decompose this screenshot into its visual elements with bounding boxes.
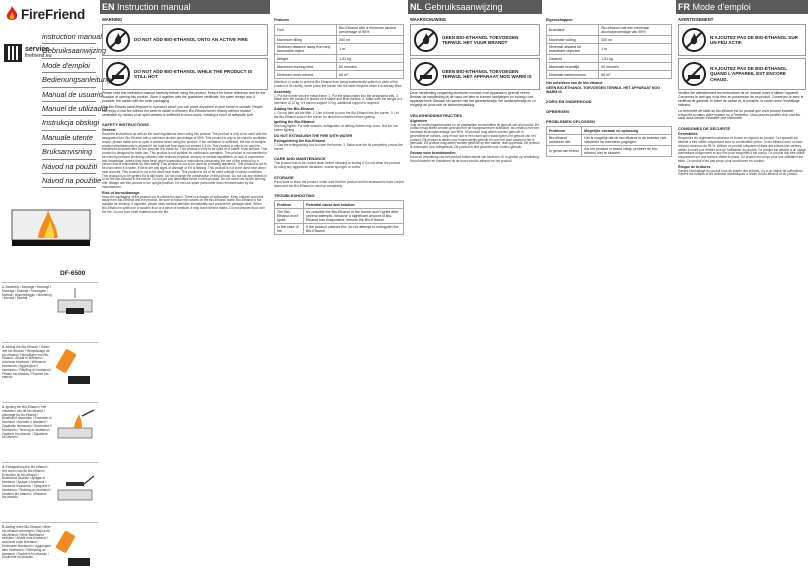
table-cell: Brandstof xyxy=(547,25,599,36)
table-header: Potential cause and solution xyxy=(303,201,403,209)
no-water-title: DO NOT EXTINGUISH THE FIRE WITH WATER xyxy=(274,133,353,138)
safety-title: VEILIGHEIDSINSTRUCTIES xyxy=(410,112,463,118)
general-subtitle: Algemeen xyxy=(410,118,428,123)
risk-text: Gardez l'emballage du produit hors de portée des enfants. Il y a un risque de suffocation. Gardez les enfants et les animaux domestiques à l'écart du bio-éthanol et du produit. xyxy=(678,168,804,177)
table-cell: 1,51 kg xyxy=(337,55,404,63)
step-item xyxy=(2,342,98,402)
language-item: Gebruiksaanwijzing xyxy=(42,44,96,58)
flame-icon xyxy=(6,6,18,22)
step-number: 1. xyxy=(2,285,5,289)
model-number: DF-6500 xyxy=(60,270,86,277)
table-cell: Bio-ethanol met een minimaal alcoholpercentage van 95% xyxy=(599,25,672,36)
step-title: Igniting the Bio-Ethanol / Het ontsteken van de bio-ethanol / Allumage du bio-éthanol / Bioethanol anzünden / Encender el bioetanol / Acender o bioetanol / Zapalanie bioetanolu / Accendere il bioetanolo / Tenning av bioetanol / Zapálení bio-etanolu / Zapálenie bio-etanolu xyxy=(2,405,52,440)
table-cell: Als het product in brand vliegt, probeer de bio-ethanol niet te blussen. xyxy=(582,146,672,157)
no-fire-icon xyxy=(681,27,707,53)
language-item: Manuel de utilizador xyxy=(42,102,96,116)
table-cell: 66 m³ xyxy=(599,71,672,79)
safety-text: Read the instructions as well as the local regulations when using this product. The product is only to be used with the designated fuel, Bio-Ethanol with a minimum alcohol percentage of 95%. This product is only to be used in ventilated rooms, please make sure to open a window when using the product. If the ventilation is sufficient, the use of multiple product simultaneously is allowed if the total fuel flow does not exceed 0,5 l/h. This product is only to be used for household purposes and for the purpose it is made for. This product is only to be used on a stable, level surface. This product is designed for table use. This product is not suitable for continuous operation. This product is not intended to be used by persons (including children) with reduced physical, sensory or mental capabilities, or lack of experience and knowledge, unless they have been given supervision or instructions concerning the use of the product by a person that is responsible for their safety. This product is not to be used as a heating appliance. This product is not to be used when it is fallen, if there are any signs of damage or if it is leaking. This product is not to be used near direct heat sources. This product is not to be used near water. This product is not to be used outside in windy conditions. This product is to be ignited if it is still warm. Do not change the construction of this product. Do not put any objects in or on the Bio-Ethanol in the burner. Do not put any flammable items on this product. Do not move nor tip the burning unit. Always use this product in the upright position. Do not use spare parts other than recommended by the manufacturer. xyxy=(102,132,268,189)
features-title: Eigenschappen xyxy=(546,18,573,22)
table-row xyxy=(275,55,404,63)
table-cell: Minimale kamervolume xyxy=(547,71,599,79)
step-number: 3. xyxy=(2,405,5,409)
table-cell: 60 minutes xyxy=(337,63,404,71)
warning-heading: WAARSCHUWING xyxy=(410,17,447,22)
table-header-row xyxy=(275,201,404,209)
intro-text-2: The Bio-Ethanol table fireplace is a product which you can place anywhere in your home or outside. People can enjoy a real fire without the need to install a chimney. Bio-Ethanol burns cleanly without residue, ventilation by means of an open window is sufficient in most cases, creating a room of adequate size. xyxy=(102,104,263,117)
hot-surface-icon xyxy=(413,61,439,87)
nl-column-1 xyxy=(408,0,542,585)
troubleshooting-table xyxy=(546,126,672,157)
ignite-title: Igniting the Bio-Ethanol xyxy=(274,120,315,125)
table-row xyxy=(547,63,672,71)
table-cell: Minimale afstand tot brandbare objecten xyxy=(547,44,599,55)
troubleshooting-table xyxy=(274,200,404,235)
warning-box xyxy=(678,58,806,90)
table-cell: Minimum room volume xyxy=(275,71,337,79)
service-label: service xyxy=(25,46,50,53)
table-row xyxy=(275,25,404,36)
language-item: Bedienungsanleitung xyxy=(42,73,96,87)
safety-title: CONSIGNES DE SÉCURITÉ xyxy=(678,126,731,132)
step-title: Assembly / Montage / Montage / Montage / Montaje / Montagem / Montaż / Assemblaggio / Montering / Montáž / Montáž xyxy=(2,285,52,301)
extinguish-text: 1. Use the extinguishing tool to cover the burner. 2. Make sure the lid completely covers the burner. xyxy=(274,142,403,151)
step-number: 5. xyxy=(2,525,5,529)
table-cell: Weight xyxy=(275,55,337,63)
warning-text: DO NOT ADD BIO-ETHANOL WHILE THE PRODUCT IS STILL HOT xyxy=(134,68,253,79)
table-cell: Bio-ethanol ontsteekt niet xyxy=(547,135,582,146)
hot-surface-icon xyxy=(681,61,707,87)
warning-text: N'AJOUTEZ PAS DE BIO-ÉTHANOL SUR UN FEU ACTIF. xyxy=(710,34,798,45)
table-cell: If the product catches fire, do not attempt to extinguish the Bio-Ethanol. xyxy=(303,224,403,235)
warning-text: GEEN BIO-ETHANOL TOEVOEGEN TERWIJL HET VUUR BRANDT xyxy=(442,34,519,45)
brand-name: FireFriend xyxy=(21,6,86,22)
step-item xyxy=(2,282,98,342)
warning-text: N'AJOUTEZ PAS DE BIO-ÉTHANOL QUAND L'APPAREIL EST ENCORE CHAUD. xyxy=(710,65,787,82)
language-item: Návod na použitie xyxy=(42,174,96,188)
warning-heading: AVERTISSEMENT xyxy=(678,17,714,22)
warning-text: GEEN BIO-ETHANOL TOEVOEGEN TERWIJL HET APPARAAT NOG WARM IS xyxy=(442,68,532,79)
table-cell: Maximum filling xyxy=(275,36,337,44)
assembly-text: 1. Put the burner into the metal frame. 2. Put the glass plates into the designated slits. 3. Make sure the product is placed on a stable and level surface. 4. Make sure the weight is a minimum of 10 kg. If it cannot support 10 kg, additional support is required. xyxy=(274,93,403,105)
risk-subtitle: Risque de brûlures xyxy=(678,164,711,169)
manual-title: Gebruiksaanwijzing xyxy=(424,2,503,12)
assembly-title: Assembly xyxy=(274,89,291,94)
table-row xyxy=(275,63,404,71)
step-item xyxy=(2,402,98,462)
section-header-nl xyxy=(408,0,542,14)
warning-box xyxy=(678,24,806,56)
table-cell: 66 m³ xyxy=(337,71,404,79)
risk-text: Houd de verpakking van het product buiten bereik van kinderen. Er is gevaar op verstikking. Houd kinderen en huisdieren uit de buurt van bio-ethanol en het product. xyxy=(410,154,540,163)
table-header: Problem xyxy=(275,201,304,209)
warning-box xyxy=(410,24,540,56)
troubleshooting-title: PROBLEMEN OPLOSSEN xyxy=(546,119,595,124)
step-title: Adding the Bio-Ethanol / Vullen met bio-ethanol / Remplissage de bio-éthanol / Hinzufügen von Bio-Ethanol / Añadir el bioetanol / Adicionar bioetanol / Wlewanie bioetanolu / Aggiungere il bioetanolo / Påfylling av bioetanol / Přidání bio-etanolu / Pridanie bio-etanolu xyxy=(2,345,52,380)
table-cell: Fuel xyxy=(275,25,337,36)
table-cell: In geval van brand xyxy=(547,146,582,157)
warning-box xyxy=(410,58,540,90)
manual-title: Mode d'emploi xyxy=(692,2,751,12)
table-cell: Maximale brandtijd xyxy=(547,63,599,71)
extinguish-illustration xyxy=(54,466,96,512)
table-cell: Bio-Ethanol with a minimum alcohol percentage of 95% xyxy=(337,25,404,36)
care-title: CARE AND MAINTENANCE xyxy=(274,156,326,162)
troubleshooting-title: TROUBLESHOOTING xyxy=(274,193,315,199)
warning-heading: WARNING xyxy=(102,17,123,22)
en-column-2 xyxy=(272,0,406,585)
table-row xyxy=(275,71,404,79)
language-item: Mode d'emploi xyxy=(42,59,96,73)
features-table xyxy=(546,24,672,79)
general-subtitle: Généralités xyxy=(678,132,698,137)
table-cell: In the case of fire xyxy=(275,224,304,235)
table-cell: 60 minuten xyxy=(599,63,672,71)
table-cell: Minimum distance away from any flammable object xyxy=(275,44,337,55)
table-header-row xyxy=(547,127,672,135)
table-row xyxy=(547,146,672,157)
table-row xyxy=(547,135,672,146)
table-cell: 1,51 kg xyxy=(599,55,672,63)
table-row xyxy=(547,71,672,79)
no-add-title: GEEN BIO-ETHANOL TOEVOEGEN TERWIJL HET APPARAAT NOG WARM IS xyxy=(546,86,661,94)
storage-title: OPBERGEN xyxy=(546,109,569,114)
table-cell: Maximale vulling xyxy=(547,36,599,44)
lang-code: EN xyxy=(102,2,115,12)
language-item: Instrukcja obsługi xyxy=(42,116,96,130)
risk-text: Keep the packaging of the product out of children's reach. There is a danger of suffocation. Keep children and pets away from Bio-Ethanol and the product. Be sure to follow the notices on the Bio-Ethanol bottle. Bio-Ethanol is not suitable for drinking. If ingested, please seek medical attention immediately and present the package label. When Bio-Ethanol is spilled on a wooden floor or a piece of furniture, it may leave behind marks. Do not prepare food over the fire. Do not burn other material over the fire. xyxy=(102,194,265,214)
care-text: This product has to be cooled down before cleaning or storing it. Do not clean the product by using any aggressive abrasives, coarse sponges or cloths. xyxy=(274,161,401,169)
adding-text: 1. Do not take out the filler. 2. Use a funnel to pour the Bio-Ethanol into the burner. 3. Let the Bio-Ethanol soak in the burner for about two minutes before igniting. xyxy=(274,110,399,119)
section-header-fr xyxy=(676,0,808,14)
safety-text: Volg de bedieningsinstructies en de plaatselijke voorschriften bij gebruik van dit product. Dit product mag alleen worden gebruikt met de voorgeschreven brandstof: bio-ethanol met een minimaal alcoholpercentage van 95%. Dit product mag alleen worden gebruikt in geventileerde ruimtes, zorg ervoor dat er een raam open staat tijdens het gebruik van het product. Dit product is alleen voor huishoudelijk gebruik en voor het doel waarvoor het is gemaakt. Dit product mag alleen worden gebruikt op een stabiel, vlak oppervlak. Dit product is ontworpen voor tafelgebruik. Dit product is niet geschikt voor continu gebruik. xyxy=(410,122,540,150)
qr-code-icon xyxy=(4,44,22,62)
nl-column-2 xyxy=(544,0,674,585)
language-item: Manuale utente xyxy=(42,131,96,145)
table-cell: 1 m xyxy=(599,44,672,55)
table-row xyxy=(275,209,404,224)
lang-code: FR xyxy=(678,2,690,12)
step-title: Extinguishing the bio-ethanol / Het doven van de bio-ethanol / Extinction du bio-éthanol / Bioethanol löschen / Apagar el bioetanol / Apagar o bioetanol / Gaszenie bioetanolu / Spegnere il bioetanolo / Slukking av bioetanol / Uhašení bio-etanolu / Uhasenie bio-etanolu xyxy=(2,465,52,500)
ignite-title: Het ontsteken van de bio-ethanol xyxy=(546,81,603,85)
table-row xyxy=(547,44,672,55)
storage-title: STORAGE xyxy=(274,174,294,180)
intro-text: Deze handleiding zorgvuldig doorlezen voordat u het apparaat in gebruik neemt. Bewaar de handleiding bij de hand om later te kunnen raadplegen en zolang u het apparaat bezit. Bewaar het samen met het garantiebewijs, het aankoopbewijs en zo mogelijk de doos met de binnenverpakking. xyxy=(410,91,536,107)
risk-subtitle: Gevaar voor brandwonden xyxy=(410,150,456,155)
intro-text: Veuillez lire attentivement les instructions de ce manuel avant d'utiliser l'appareil. Conservez-le tant que vous êtes en possession de ce produit. Conservez-le avec le certificat de garantie, le ticket de caisse et, si possible, le carton avec l'emballage intérieur. xyxy=(678,91,804,107)
assembly-illustration xyxy=(54,286,96,332)
adding-title: Adding the Bio-Ethanol xyxy=(274,106,314,111)
step-item xyxy=(2,462,98,522)
step-number: 4. xyxy=(2,465,5,469)
section-header-en xyxy=(100,0,270,14)
table-cell: Gewicht xyxy=(547,55,599,63)
language-item: instruction manual xyxy=(42,30,96,44)
language-item: Bruksanvisning xyxy=(42,145,96,159)
extinguish-title: Extinguishing the Bio-Ethanol xyxy=(274,138,326,143)
warning-box xyxy=(102,24,268,56)
lighter-illustration xyxy=(54,406,96,452)
table-row xyxy=(547,36,672,44)
table-cell: 300 ml xyxy=(599,36,672,44)
step-number: 2. xyxy=(2,345,5,349)
table-row xyxy=(275,44,404,55)
ignite-text: Use long lighter. For safe reasons, deflagration or darting flames may occur. Not too hot before lighting. xyxy=(274,124,398,132)
table-header: Probleem xyxy=(547,127,582,135)
en-column-1 xyxy=(100,0,270,585)
table-cell: Het is mogelijk dat de bio-ethanol in de brander niet ontsteekt na meerdere pogingen. xyxy=(582,135,672,146)
no-fire-icon xyxy=(105,27,131,53)
lang-code: NL xyxy=(410,2,422,12)
step-title: Adding more Bio-Ethanol / Meer bio-ethanol toevoegen / Rajout de bio-éthanol / Mehr Bioethanol einfüllen / Añadir más bioetanol / Adicionar mais bioetanol / Dolewanie bioetanolu / Aggiungere altro bioetanolo / Etterfylling av bioetanol / Doplnění bio-etanolu / Doplnenie bio-etanolu xyxy=(2,525,52,560)
table-row xyxy=(275,224,404,235)
refill-illustration xyxy=(54,526,96,572)
table-header: Mogelijke oorzaak en oplossing xyxy=(582,127,672,135)
table-row xyxy=(547,55,672,63)
care-title: ZORG EN ONDERHOUD xyxy=(546,99,592,104)
language-item: Návod na použití xyxy=(42,160,96,174)
table-cell: 1 m xyxy=(337,44,404,55)
table-cell: The Bio-Ethanol won't ignite xyxy=(275,209,304,224)
table-cell: Maximum burning time xyxy=(275,63,337,71)
storage-text: If you want to store the product, make sure that the product and its accessories have cooled down and the Bio-Ethanol is used up completely. xyxy=(274,179,404,188)
table-cell: It's possible the Bio-Ethanol in the burner won't ignite after several attempts, because a significant amount of Bio-Ethanol has evaporated; remove the Bio-Ethanol. xyxy=(303,209,403,224)
features-table xyxy=(274,24,404,79)
bottle-illustration xyxy=(54,346,96,392)
general-subtitle: General xyxy=(102,128,116,133)
risk-subtitle: Risk of burns/damage xyxy=(102,190,140,195)
attention-text: Attention: In order to prevent Bio-Ethanol from being inadvertently spilled on parts of the product or its vicinity, never place the burner into the table fireplace when it is already filled. xyxy=(274,80,403,88)
safety-title: SAFETY INSTRUCTIONS xyxy=(102,122,149,128)
safety-text: Respectez les règlements nationaux et locaux en vigueur au produit. Cet appareil est destiné à être utilisé uniquement avec le combustible prévu : le bio-éthanol avec un taux d'alcool minimum de 95 %. Utilisez ce produit uniquement dans des pièces bien aérées, veillez à ouvrir une fenêtre lors de l'utilisation du produit. Ce produit est destiné à un usage domestique uniquement et aux fins pour lesquelles il est conçu. Ce produit doit être utilisé uniquement sur une surface stable et plane. Ce produit est conçu pour une utilisation sur table. Ce produit n'est pas conçu pour fonctionner en continu. xyxy=(678,136,806,163)
warning-text: DO NOT ADD BIO-ETHANOL ONTO AN ACTIVE FIRE xyxy=(134,37,248,43)
table-cell: 300 ml xyxy=(337,36,404,44)
no-fire-icon xyxy=(413,27,439,53)
fr-column xyxy=(676,0,808,585)
manual-title: Instruction manual xyxy=(117,2,191,12)
product-image xyxy=(8,180,94,266)
service-url: firefriend.eu xyxy=(25,53,52,59)
intro-text: Please read this instruction manual carefully before using the product. Keep it for future reference and for the duration of owning this product. Store it together with the guarantee certificate, the sales receipt and, if possible, the carton with the inner packaging. xyxy=(102,91,266,103)
intro-text-2: La cheminée de table au bio-éthanol est un produit que vous pouvez installer n'importe où dans votre maison ou à l'extérieur. Vous pouvez profiter d'un vrai feu sans avoir besoin d'installer une cheminée. xyxy=(678,108,801,121)
hot-surface-icon xyxy=(105,61,131,87)
step-item xyxy=(2,522,98,582)
brand-logo xyxy=(6,6,85,22)
table-row xyxy=(547,25,672,36)
step-list xyxy=(2,282,98,582)
features-title: Features xyxy=(274,18,289,22)
warning-box xyxy=(102,58,268,90)
language-item: Manual de usuario xyxy=(42,88,96,102)
table-row xyxy=(275,36,404,44)
